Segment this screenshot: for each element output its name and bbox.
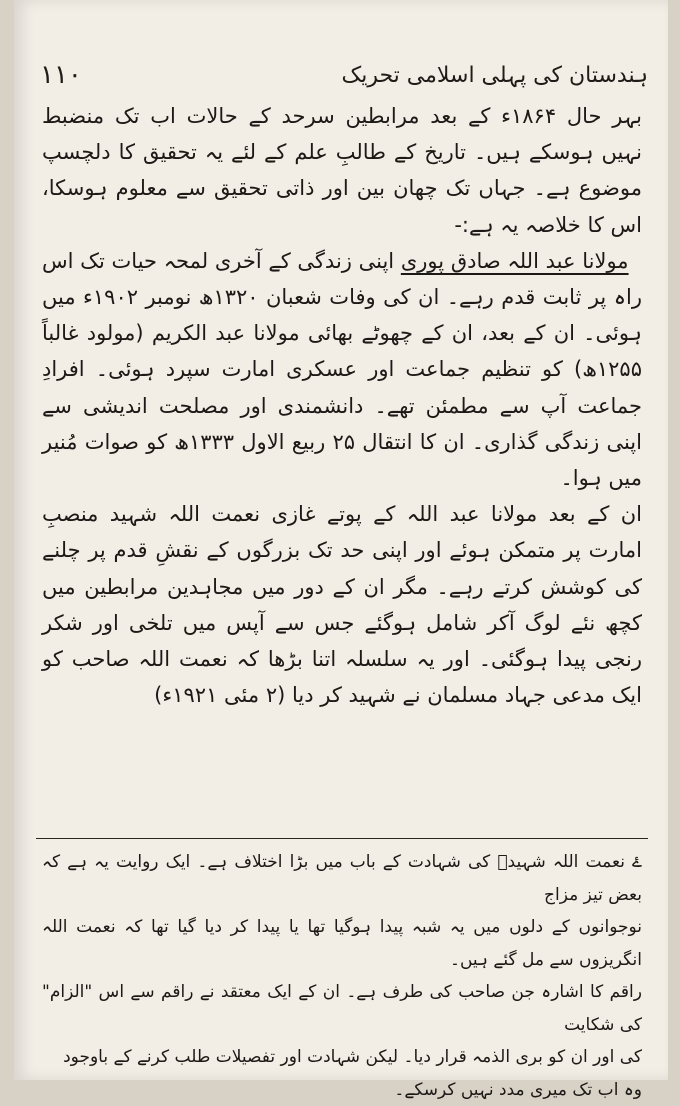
page-number: ۱۱۰ — [40, 60, 82, 90]
body-text — [42, 98, 642, 713]
footnote-divider — [36, 838, 648, 839]
paragraph-2-text: اپنی زندگی کے آخری لمحہ حیات تک اس راہ پر ثابت قدم رہے۔ ان کی وفات شعبان ۱۳۲۰ھ نومبر ۱۹۰۲ء میں ہوئی۔ ان کے بعد، ان کے چھوٹے بھائی مولانا عبد الکریم (مولود غالباً ۱۲۵۵ھ) کو تنظیم جماعت اور عسکری امارت سپرد ہوئی۔ افرادِ جماعت آپ سے مطمئن تھے۔ دانشمندی اور مصلحت اندیشی سے اپنی زندگی گذاری۔ ان کا انتقال ۲۵ ربیع الاول ۱۳۳۳ھ کو صوات مُنیر میں ہوا۔ — [42, 249, 642, 490]
footnote-line: ۓ نعمت اللہ شہیدؒ کی شہادت کے باب میں بڑا اختلاف ہے۔ ایک روایت یہ ہے کہ بعض تیز مزاج — [42, 846, 642, 911]
book-page — [14, 0, 668, 1080]
footnote-line: کی اور ان کو بری الذمہ قرار دیا۔ لیکن شہادت اور تفصیلات طلب کرنے کے باوجود — [42, 1041, 642, 1074]
paragraph-1: بہر حال ۱۸۶۴ء کے بعد مرابطین سرحد کے حالات اب تک منضبط نہیں ہوسکے ہیں۔ تاریخ کے طالبِ علم کے لئے یہ تحقیق کا دلچسپ موضوع ہے۔ جہاں تک چھان بین اور ذاتی تحقیق سے معلوم ہوسکا، اس کا خلاصہ یہ ہے:- — [42, 98, 642, 243]
running-title: ہندستان کی پہلی اسلامی تحریک — [342, 63, 649, 88]
underlined-name: مولانا عبد اللہ صادق پوری — [401, 249, 629, 273]
footnote — [42, 846, 642, 1106]
footnote-line: نوجوانوں کے دلوں میں یہ شبہ پیدا ہوگیا تھا یا پیدا کر دیا گیا تھا کہ نعمت اللہ انگریزوں سے مل گئے ہیں۔ — [42, 911, 642, 976]
paragraph-2 — [42, 243, 642, 496]
footnote-line: راقم کا اشارہ جن صاحب کی طرف ہے۔ ان کے ایک معتقد نے راقم سے اس "الزام" کی شکایت — [42, 976, 642, 1041]
page-header — [40, 54, 648, 96]
footnote-line: وہ اب تک میری مدد نہیں کرسکے۔ — [42, 1074, 642, 1106]
paragraph-3: ان کے بعد مولانا عبد اللہ کے پوتے غازی نعمت اللہ شہید منصبِ امارت پر متمکن ہوئے اور اپنی حد تک بزرگوں کے نقشِ قدم پر چلنے کی کوشش کرتے رہے۔ مگر ان کے دور میں مجاہدین مرابطین میں کچھ نئے لوگ آکر شامل ہوگئے جس سے آپس میں تلخی اور شکر رنجی پیدا ہوگئی۔ اور یہ سلسلہ اتنا بڑھا کہ نعمت اللہ صاحب کو ایک مدعی جہاد مسلمان نے شہید کر دیا (۲ مئی ۱۹۲۱ء) — [42, 496, 642, 713]
